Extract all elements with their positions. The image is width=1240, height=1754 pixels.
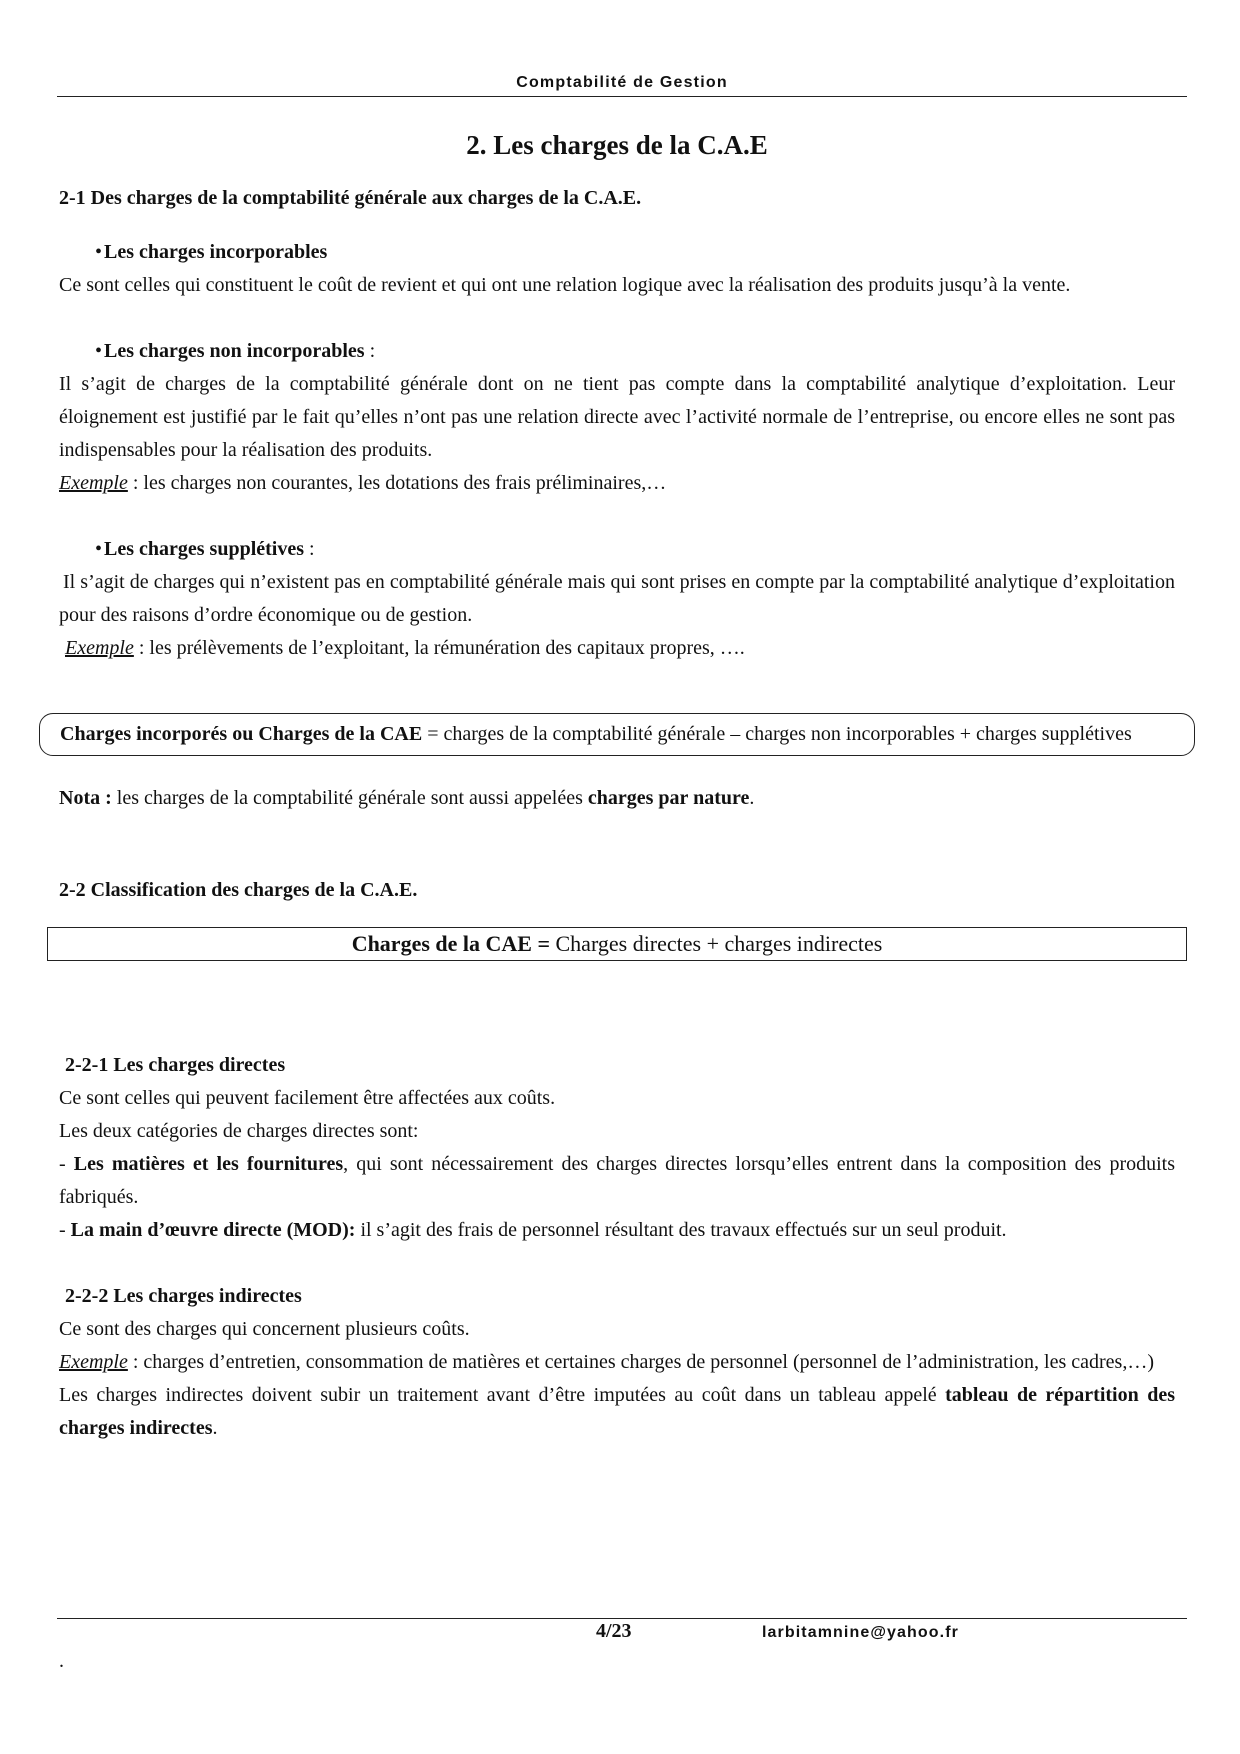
section-2-2-1-title: 2-2-1 Les charges directes [65,1054,286,1076]
item-1-text: , qui sont nécessairement des charges directes lorsqu’elles entrent dans la composition des produits fabriqués. [59,1153,1175,1208]
item-2-bold: La main d’œuvre directe (MOD): [70,1219,356,1241]
example-label: Exemple [59,472,128,494]
bullet-suppletives [59,533,1175,566]
example-text: : les charges non courantes, les dotations des frais préliminaires,… [127,472,667,494]
bullet-suppletives-title: Les charges supplétives [104,538,304,560]
running-header: Comptabilité de Gestion [516,74,728,91]
item-2-text: il s’agit des frais de personnel résultant des travaux effectués sur un seul produit. [355,1219,1007,1241]
bullet-non-incorporables [59,335,1175,368]
suppletives-example [59,632,1175,665]
stray-dot: . [59,1650,64,1672]
spacer [59,500,1175,533]
footer-rule [57,1618,1187,1619]
spacer [59,961,1175,1049]
non-incorporables-text: Il s’agit de charges de la comptabilité générale dont on ne tient pas compte dans la comptabilité analytique d’exploitation. Leur éloignement est justifié par le fait qu’elles n’ont pas une relation directe avec l’activité normale de l’entreprise, ou encore elles ne sont pas indispensables pour la réalisation des produits. [59,373,1175,461]
nota-text: les charges de la comptabilité générale sont aussi appelées [111,787,588,809]
nota [59,782,1175,815]
example-text: : les prélèvements de l’exploitant, la rémunération des capitaux propres, …. [133,637,745,659]
section-2-2-2-title: 2-2-2 Les charges indirectes [65,1285,302,1307]
section-2-2-title: 2-2 Classification des charges de la C.A.E. [59,879,418,901]
bullet-incorporables [59,236,1175,269]
equation-bold: Charges de la CAE = [351,931,550,956]
item-1-bold: Les matières et les fournitures [73,1153,344,1175]
page-title: 2. Les charges de la C.A.E [466,130,768,160]
equation-text: Charges directes + charges indirectes [550,931,883,956]
indirectes-example [59,1346,1175,1379]
classification-equation-box [47,927,1187,961]
line-3-bold: tableau de répartition des charges indirectes [59,1384,1175,1439]
spacer [59,815,1175,874]
example-label: Exemple [59,1351,128,1373]
incorporables-text: Ce sont celles qui constituent le coût de revient et qui ont une relation logique avec la réalisation des produits jusqu’à la vente. [59,274,1071,296]
colon: : [304,538,315,560]
bullet-icon: • [95,538,103,560]
bullet-incorporables-title: Les charges incorporables [104,241,328,263]
nota-end: . [749,787,755,809]
section-2-1-title: 2-1 Des charges de la comptabilité générale aux charges de la C.A.E. [59,187,642,209]
formula-bold: Charges incorporés ou Charges de la CAE [60,723,423,745]
formula-text: = charges de la comptabilité générale – charges non incorporables + charges supplétives [422,723,1132,745]
bullet-icon: • [95,241,103,263]
example-label: Exemple [65,637,134,659]
non-incorporables-example [59,467,1175,500]
line-3-text: Les charges indirectes doivent subir un traitement avant d’être imputées au coût dans un tableau appelé [59,1384,946,1406]
indirectes-line-1: Ce sont des charges qui concernent plusieurs coûts. [59,1318,470,1340]
dash: - [59,1219,71,1241]
dash: - [59,1153,74,1175]
header-rule [57,96,1187,97]
suppletives-text: Il s’agit de charges qui n’existent pas en comptabilité générale mais qui sont prises en compte par la comptabilité analytique d’exploitation pour des raisons d’ordre économique ou de gestion. [59,571,1175,626]
bullet-icon: • [95,340,103,362]
formula-box [39,713,1195,756]
page-number: 4/23 [596,1620,632,1642]
spacer [59,302,1175,335]
nota-label: Nota : [59,787,112,809]
colon: : [364,340,376,362]
indirectes-line-3 [59,1379,1175,1445]
example-text: : charges d’entretien, consommation de matières et certaines charges de personnel (personnel de l’administration, les cadres,…) [127,1351,1154,1373]
spacer [59,1247,1175,1280]
author-email: larbitamnine@yahoo.fr [762,1624,959,1641]
line-3-end: . [212,1417,218,1439]
directes-item-2 [59,1214,1175,1247]
nota-bold: charges par nature [587,787,750,809]
directes-line-2: Les deux catégories de charges directes sont: [59,1120,419,1142]
directes-item-1 [59,1148,1175,1214]
directes-line-1: Ce sont celles qui peuvent facilement être affectées aux coûts. [59,1087,556,1109]
page-content [59,122,1175,1445]
bullet-non-incorporables-title: Les charges non incorporables [104,340,365,362]
